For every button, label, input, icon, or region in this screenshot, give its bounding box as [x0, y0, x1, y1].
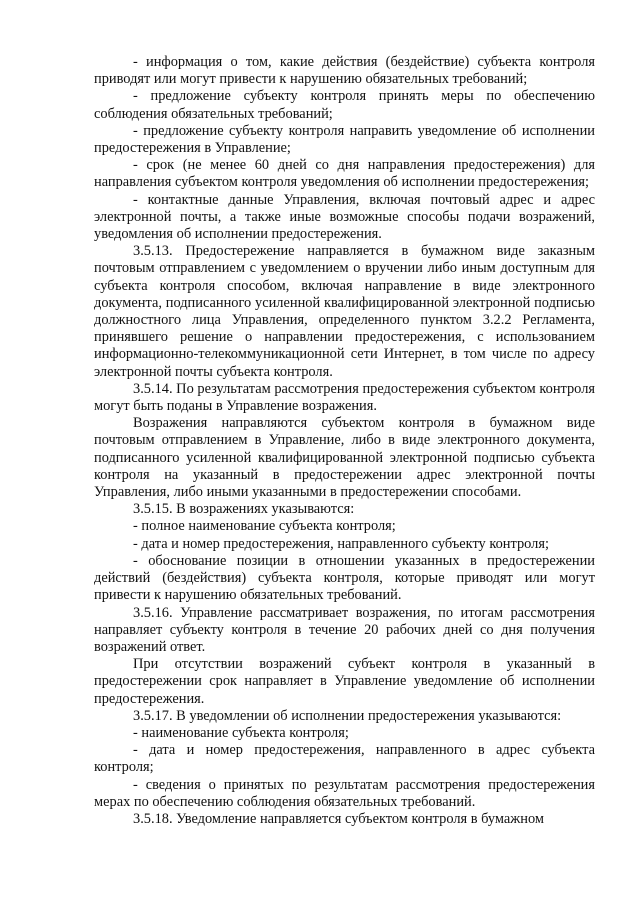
paragraph-justification: - обоснование позиции в отношении указанных в предостережении действий (бездействия) субъекта контроля, которые приводят или могут привести к нарушению обязательных требований.: [94, 552, 595, 604]
paragraph-contact-details: - контактные данные Управления, включая почтовый адрес и адрес электронной почты, а также иные возможные способы подачи возражений, уведомления об исполнении предостережения.: [94, 191, 595, 243]
paragraph-3-5-14: 3.5.14. По результатам рассмотрения предостережения субъектом контроля могут быть поданы в Управление возражения.: [94, 380, 595, 415]
paragraph-3-5-18: 3.5.18. Уведомление направляется субъектом контроля в бумажном: [133, 810, 544, 827]
paragraph-3-5-13: 3.5.13. Предостережение направляется в бумажном виде заказным почтовым отправлением с уведомлением о вручении либо иным доступным для субъекта контроля способом, включая направление в виде электронного документа, подписанного усиленной квалифицированной электронной подписью должностного лица Управления, определенного пунктом 3.2.2 Регламента, принявшего решение о направлении предостережения, с использованием информационно-телекоммуникационной сети Интернет, в том числе по адресу электронной почты субъекта контроля.: [94, 243, 595, 380]
paragraph-no-objections: При отсутствии возражений субъект контроля в указанный в предостережении срок направляет в Управление уведомление об исполнении предостережения.: [94, 656, 595, 707]
paragraph-3-5-16: 3.5.16. Управление рассматривает возражения, по итогам рассмотрения направляет субъекту контроля в течение 20 рабочих дней со дня получения возражений ответ.: [94, 604, 595, 655]
paragraph-3-5-15: 3.5.15. В возражениях указываются:: [133, 501, 355, 518]
paragraph-date-number: - дата и номер предостережения, направленного субъекту контроля;: [133, 535, 549, 552]
paragraph-compliance-proposal: - предложение субъекту контроля принять меры по обеспечению соблюдения обязательных требований;: [94, 88, 595, 122]
paragraph-3-5-17: 3.5.17. В уведомлении об исполнении предостережения указываются:: [133, 707, 562, 724]
paragraph-deadline: - срок (не менее 60 дней со дня направления предостережения) для направления субъектом контроля уведомления об исполнении предостережения;: [94, 157, 595, 191]
paragraph-notification-proposal: - предложение субъекту контроля направить уведомление об исполнении предостережения в Управление;: [94, 122, 595, 157]
paragraph-full-name: - полное наименование субъекта контроля;: [133, 518, 396, 535]
paragraph-warning-date-number: - дата и номер предостережения, направленного в адрес субъекта контроля;: [94, 742, 595, 776]
paragraph-violation-info: - информация о том, какие действия (бездействие) субъекта контроля приводят или могут привести к нарушению обязательных требований;: [94, 54, 595, 88]
paragraph-measures-info: - сведения о принятых по результатам рассмотрения предостережения мерах по обеспечению соблюдения обязательных требований.: [94, 776, 595, 810]
paragraph-name: - наименование субъекта контроля;: [133, 724, 349, 741]
paragraph-objections-sending: Возражения направляются субъектом контроля в бумажном виде почтовым отправлением в Управление, либо в виде электронного документа, подписанного усиленной квалифицированной электронной подписью субъекта контроля на указанный в предостережении адрес электронной почты Управления, либо иными указанными в предостережении способами.: [94, 415, 595, 501]
